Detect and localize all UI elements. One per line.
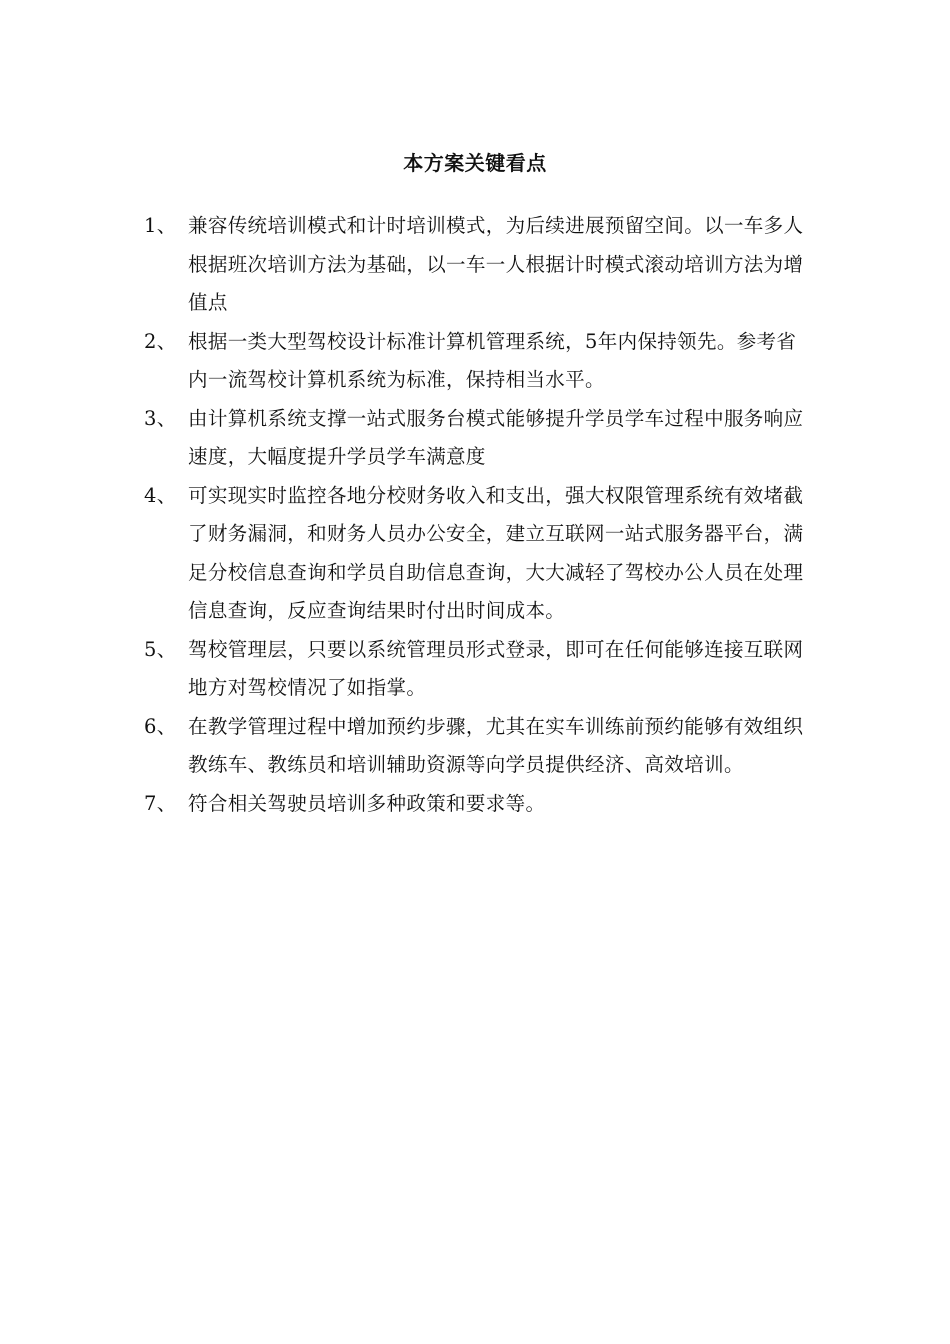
list-item (144, 207, 816, 323)
key-points-list (144, 207, 816, 823)
list-item-text: 兼容传统培训模式和计时培训模式，为后续进展预留空间。以一车多人根据班次培训方法为基础，以一车一人根据计时模式滚动培训方法为增值点 (188, 214, 804, 314)
list-item-text: 根据一类大型驾校设计标准计算机管理系统，5年内保持领先。参考省内一流驾校计算机系统为标准，保持相当水平。 (188, 329, 797, 391)
list-item-number: 5、 (144, 637, 177, 661)
list-item-number: 7、 (144, 791, 177, 815)
document-title: 本方案关键看点 (403, 151, 547, 175)
list-item-number: 3、 (144, 406, 177, 430)
list-item (144, 400, 816, 477)
list-item-text: 可实现实时监控各地分校财务收入和支出，强大权限管理系统有效堵截了财务漏洞，和财务人员办公安全，建立互联网一站式服务器平台，满足分校信息查询和学员自助信息查询，大大减轻了驾校办公人员在处理信息查询，反应查询结果时付出时间成本。 (188, 483, 804, 622)
list-item (144, 708, 816, 785)
list-item (144, 323, 816, 400)
list-item-text: 由计算机系统支撑一站式服务台模式能够提升学员学车过程中服务响应速度，大幅度提升学员学车满意度 (188, 406, 804, 468)
list-item-number: 2、 (144, 329, 177, 353)
list-item (144, 785, 816, 824)
list-item-number: 6、 (144, 714, 177, 738)
list-item-number: 4、 (144, 483, 177, 507)
list-item (144, 631, 816, 708)
list-item-text: 在教学管理过程中增加预约步骤，尤其在实车训练前预约能够有效组织教练车、教练员和培训辅助资源等向学员提供经济、高效培训。 (188, 714, 804, 776)
list-item-number: 1、 (144, 214, 177, 237)
list-item (144, 477, 816, 631)
list-item-text: 驾校管理层，只要以系统管理员形式登录，即可在任何能够连接互联网地方对驾校情况了如指掌。 (188, 637, 804, 699)
list-item-text: 符合相关驾驶员培训多种政策和要求等。 (188, 791, 546, 815)
